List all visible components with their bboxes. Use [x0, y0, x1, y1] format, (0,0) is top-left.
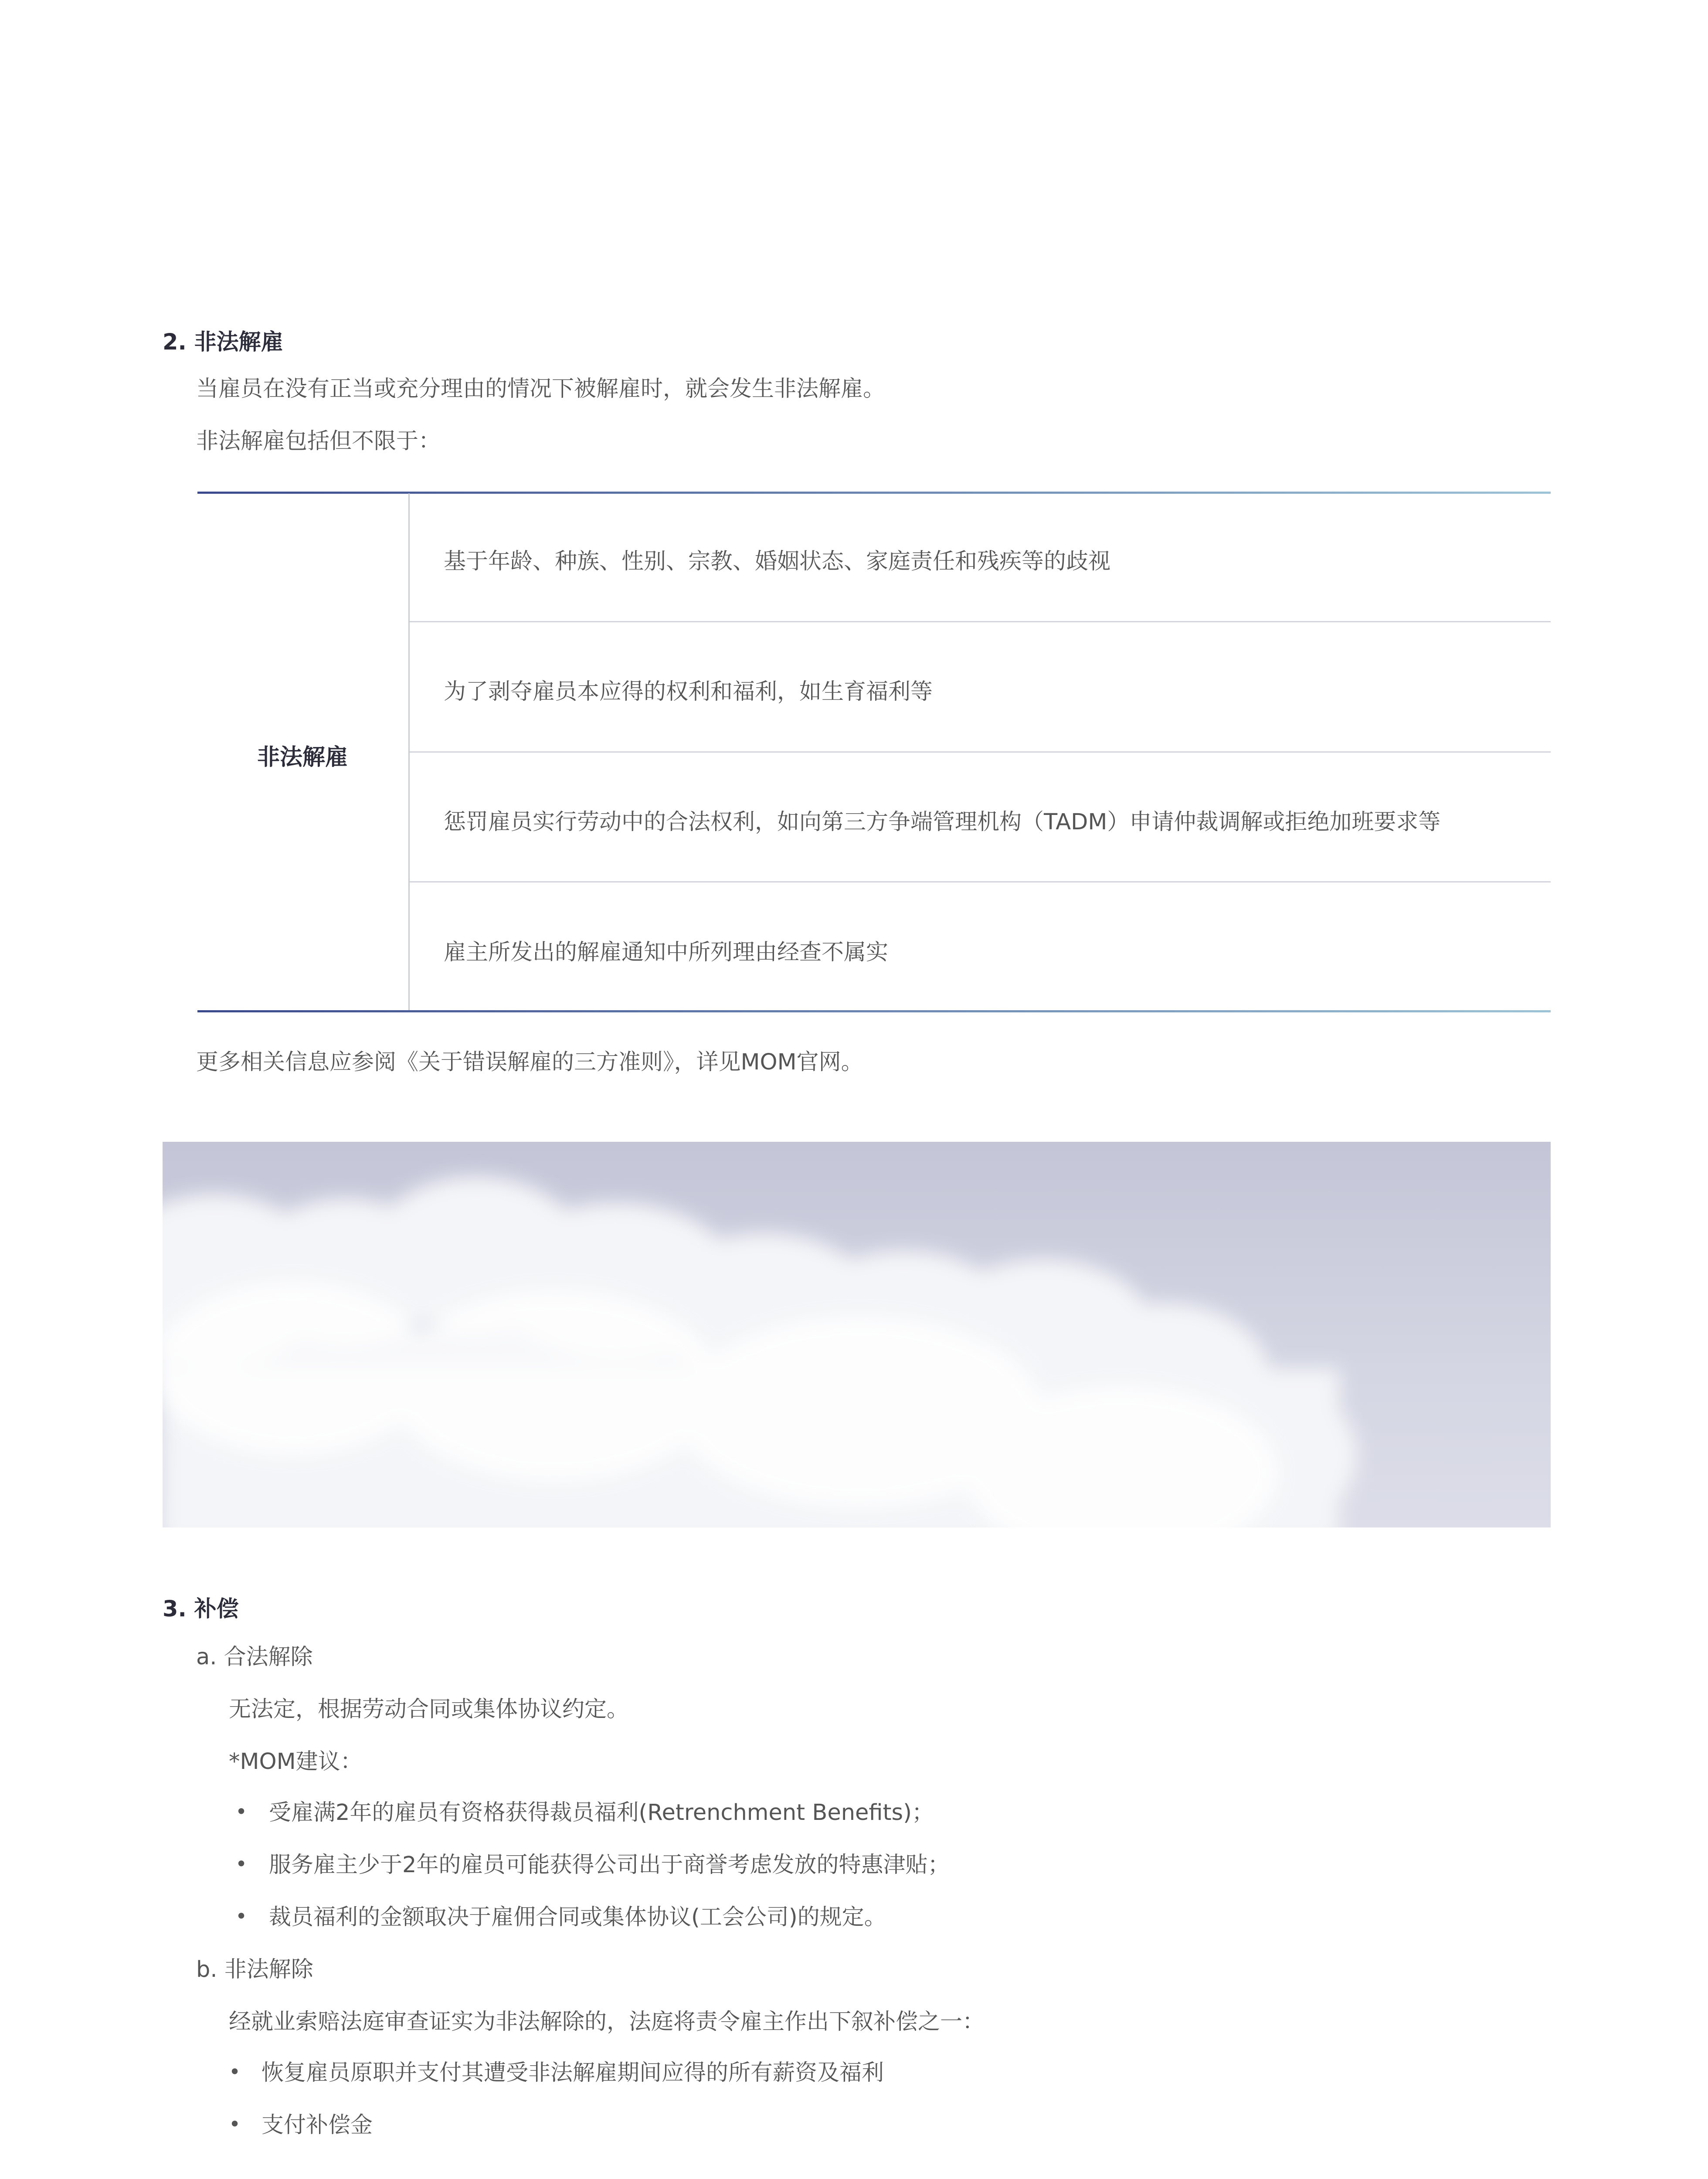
list-item: 服务雇主少于2年的雇员可能获得公司出于商誉考虑发放的特惠津贴；: [269, 1852, 950, 1878]
subsection-a-label: a. 合法解除: [196, 1644, 313, 1670]
list-item: 支付补偿金: [261, 2112, 373, 2138]
cloud-photo: [163, 1142, 1551, 1527]
bullet-marker: •: [229, 2112, 241, 2136]
section-3-heading: 3. 补偿: [163, 1596, 239, 1622]
table-cell-2: 为了剥夺雇员本应得的权利和福利，如生育福利等: [444, 679, 933, 705]
section-2-heading: 2. 非法解雇: [163, 329, 283, 355]
table-row-separator: [410, 751, 1551, 753]
reference-note: 更多相关信息应参阅《关于错误解雇的三方准则》，详见MOM官网。: [196, 1049, 863, 1075]
table-row-separator: [410, 881, 1551, 882]
list-item: 受雇满2年的雇员有资格获得裁员福利(Retrenchment Benefits)；: [269, 1800, 934, 1826]
subsection-b-paragraph: 经就业索赔法庭审查证实为非法解除的，法庭将责令雇主作出下叙补偿之一：: [229, 2009, 985, 2035]
list-item: 恢复雇员原职并支付其遭受非法解雇期间应得的所有薪资及福利: [261, 2060, 884, 2086]
list-item: 裁员福利的金额取决于雇佣合同或集体协议(工会公司)的规定。: [269, 1904, 886, 1930]
table-cell-3: 惩罚雇员实行劳动中的合法权利，如向第三方争端管理机构（TADM）申请仲裁调解或拒绝加班要求等: [444, 809, 1441, 835]
bullet-marker: •: [229, 2060, 241, 2084]
table-cell-1: 基于年龄、种族、性别、宗教、婚姻状态、家庭责任和残疾等的歧视: [444, 549, 1111, 574]
subsection-b-label: b. 非法解除: [196, 1957, 313, 1982]
section-2-intro: 非法解雇包括但不限于：: [196, 428, 441, 454]
bullet-marker: •: [235, 1852, 248, 1876]
table-row-label: 非法解雇: [257, 744, 348, 770]
table-row-separator: [410, 621, 1551, 622]
table-bottom-rule: [197, 1010, 1551, 1012]
section-2-paragraph: 当雇员在没有正当或充分理由的情况下被解雇时，就会发生非法解雇。: [196, 376, 886, 402]
mom-suggestion-label: *MOM建议：: [229, 1749, 363, 1775]
table-top-rule: [197, 492, 1551, 494]
bullet-marker: •: [235, 1904, 248, 1928]
subsection-a-paragraph: 无法定，根据劳动合同或集体协议约定。: [229, 1697, 629, 1722]
bullet-marker: •: [235, 1800, 248, 1823]
table-cell-4: 雇主所发出的解雇通知中所列理由经查不属实: [444, 940, 889, 965]
